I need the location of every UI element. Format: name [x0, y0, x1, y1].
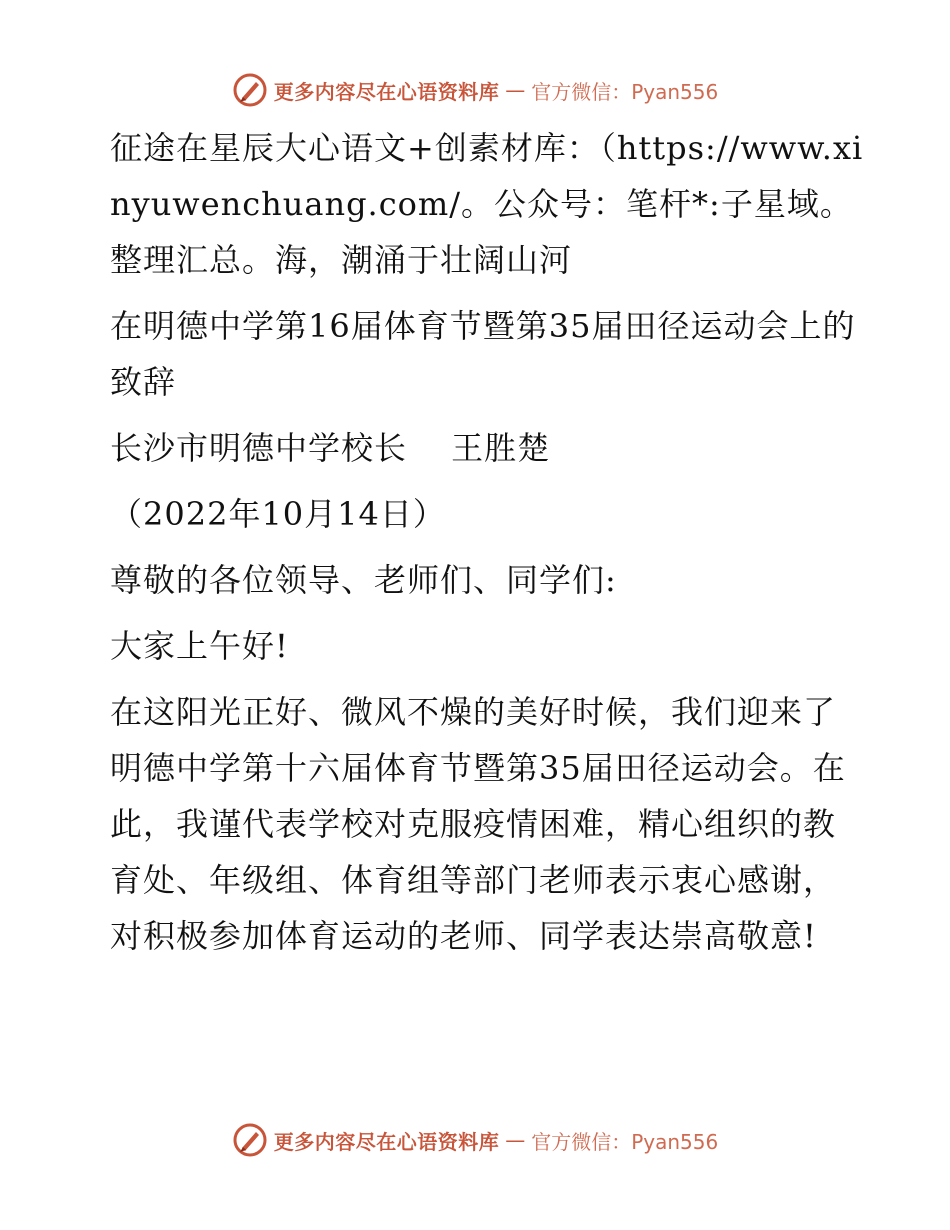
header-watermark: [0, 70, 950, 110]
document-body: [98, 120, 868, 974]
watermark-contact: 官方微信：Pyan556: [531, 79, 719, 104]
watermark-contact: 官方微信：Pyan556: [531, 1129, 719, 1154]
watermark-separator: —: [505, 78, 526, 102]
footer-watermark: [0, 1120, 950, 1160]
pen-logo-icon: [232, 72, 268, 108]
date-line: （2022年10月14日）: [110, 495, 446, 533]
body-paragraph: 在这阳光正好、微风不燥的美好时候，我们迎来了明德中学第十六届体育节暨第35届田径运动会。在此，我谨代表学校对克服疫情困难，精心组织的教育处、年级组、体育组等部门老师表示衷心感谢，对积极参加体育运动的老师、同学表达崇高敬意!: [110, 693, 846, 955]
watermark-text: 更多内容尽在心语资料库: [273, 79, 500, 104]
pen-logo-icon: [232, 1122, 268, 1158]
watermark-text: 更多内容尽在心语资料库: [273, 1129, 500, 1154]
watermark-separator: —: [505, 1128, 526, 1152]
intro-paragraph: 征途在星辰大心语文+创素材库：（https://www.xinyuwenchuang.com/。公众号：笔杆*:子星域。整理汇总。海，潮涌于壮阔山河: [110, 129, 864, 279]
greeting: 大家上午好!: [110, 627, 289, 665]
speech-title: 在明德中学第16届体育节暨第35届田径运动会上的致辞: [110, 307, 856, 401]
speaker-line: 长沙市明德中学校长 王胜楚: [110, 429, 551, 467]
salutation: 尊敬的各位领导、老师们、同学们:: [110, 561, 617, 599]
